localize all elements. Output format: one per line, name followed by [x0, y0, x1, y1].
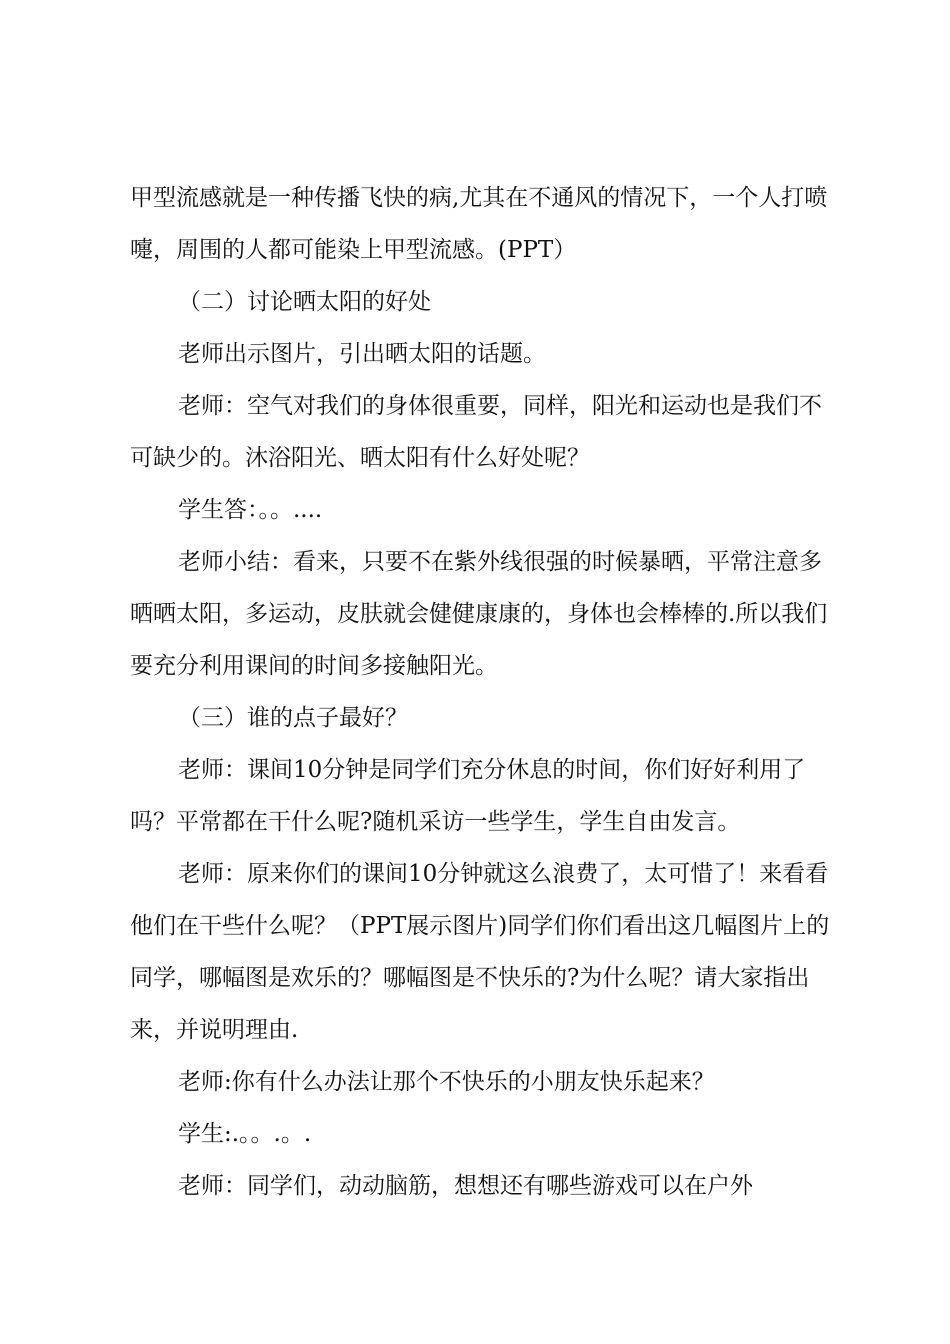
section-heading-sunbathing: （二）讨论晒太阳的好处 — [178, 289, 431, 315]
paragraph-flu-continuation: 甲型流感就是一种传播飞快的病,尤其在不通风的情况下，一个人打喷嚏，周围的人都可能染上甲型流感。(PPT） — [130, 185, 828, 263]
paragraph-student-reply: 学生:.。。.。. — [178, 1121, 312, 1147]
paragraph-teacher-make-happy: 老师:你有什么办法让那个不快乐的小朋友快乐起来？ — [178, 1069, 715, 1095]
paragraph-teacher-break-time: 老师：课间10分钟是同学们充分休息的时间，你们好好利用了吗？平常都在干什么呢?随机采访一些学生，学生自由发言。 — [130, 757, 806, 835]
paragraph-student-answer: 学生答：。。.... — [178, 497, 323, 523]
section-heading-best-idea: （三）谁的点子最好？ — [178, 705, 408, 731]
paragraph-teacher-summary: 老师小结：看来，只要不在紫外线很强的时候暴晒，平常注意多晒晒太阳，多运动，皮肤就会健健康康的，身体也会棒棒的.所以我们要充分利用课间的时间多接触阳光。 — [130, 549, 828, 679]
paragraph-teacher-wasted-time: 老师：原来你们的课间10分钟就这么浪费了，太可惜了！来看看他们在干些什么呢？（PPT展示图片)同学们你们看出这几幅图片上的同学，哪幅图是欢乐的？哪幅图是不快乐的?为什么呢？请大家指出来，并说明理由. — [130, 861, 830, 1043]
document-body — [130, 172, 842, 1212]
paragraph-teacher-air-sunlight: 老师：空气对我们的身体很重要，同样，阳光和运动也是我们不可缺少的。沐浴阳光、晒太阳有什么好处呢？ — [130, 393, 822, 471]
paragraph-teacher-outdoor-games: 老师：同学们，动动脑筋，想想还有哪些游戏可以在户外 — [178, 1173, 753, 1199]
paragraph-teacher-shows-pictures: 老师出示图片，引出晒太阳的话题。 — [178, 341, 546, 367]
